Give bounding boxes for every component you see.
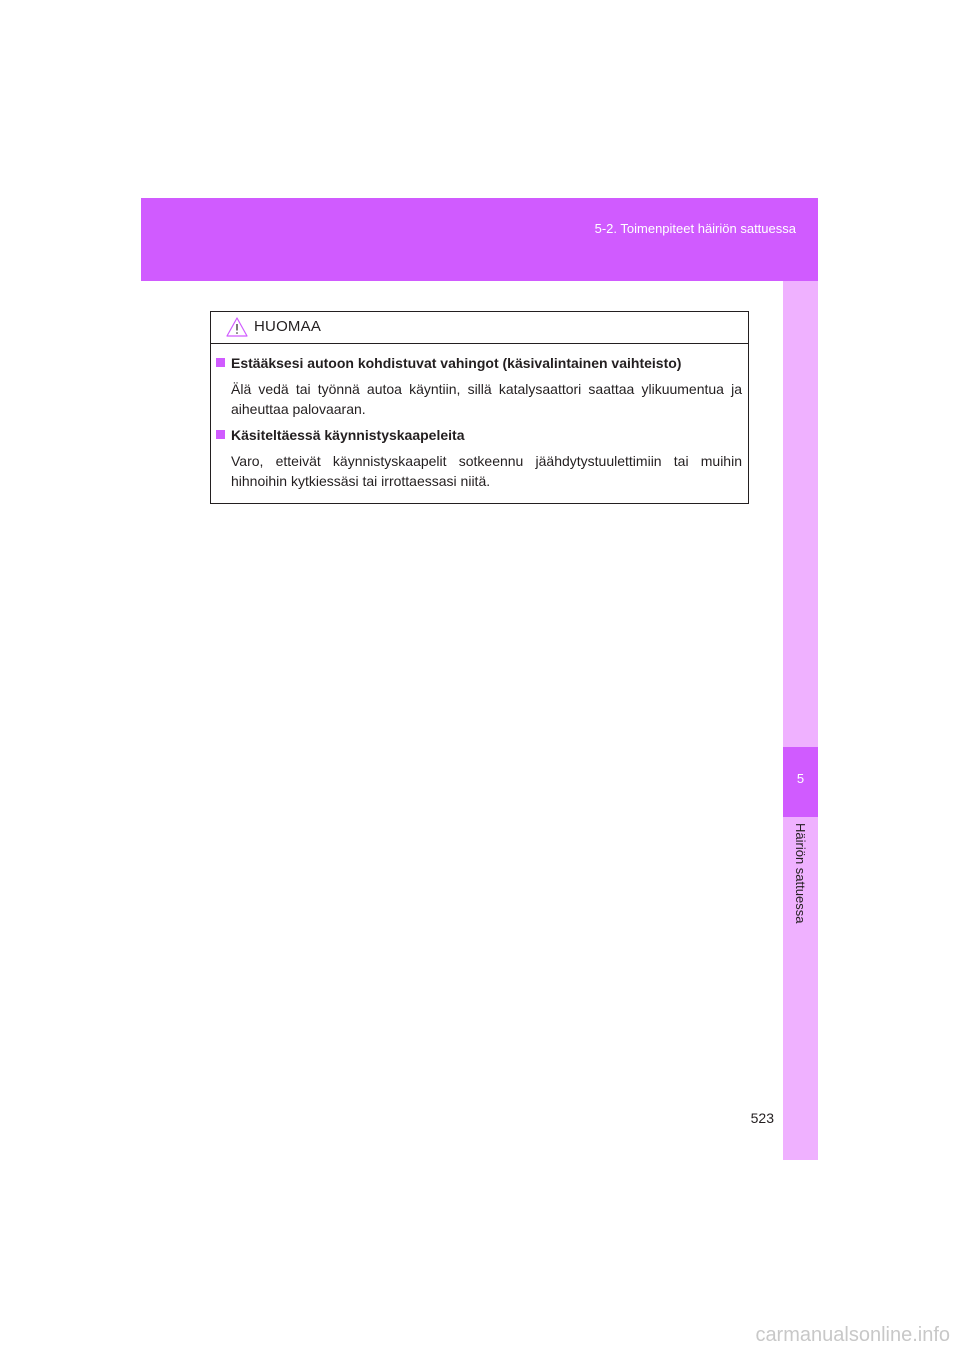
section-header-band (141, 198, 818, 281)
chapter-side-strip (783, 281, 818, 1160)
notice-item (216, 353, 742, 419)
notice-header (211, 312, 748, 344)
notice-item (216, 425, 742, 491)
notice-item-heading (216, 425, 742, 445)
chapter-number: 5 (796, 771, 805, 786)
bullet-square-icon (216, 430, 225, 439)
chapter-tab (783, 747, 818, 817)
chapter-label-container (783, 823, 818, 943)
notice-item-text: Varo, etteivät käynnistyskaapelit sotkeennu jäähdytystuulettimiin tai muihin hihnoihin kytkiessäsi tai irrottaessasi niitä. (231, 453, 742, 489)
notice-body (211, 344, 748, 491)
chapter-label: Häiriön sattuessa (793, 823, 808, 924)
notice-item-heading (216, 353, 742, 373)
watermark: carmanualsonline.info (755, 1324, 950, 1346)
bullet-square-icon (216, 358, 225, 367)
section-title: 5-2. Toimenpiteet häiriön sattuessa (594, 221, 796, 236)
notice-item-heading-text: Estääksesi autoon kohdistuvat vahingot (käsivalintainen vaihteisto) (231, 355, 682, 371)
notice-item-text: Älä vedä tai työnnä autoa käyntiin, sillä katalysaattori saattaa ylikuumentua ja aiheuttaa palovaaran. (231, 381, 742, 417)
notice-box (210, 311, 749, 504)
notice-item-heading-text: Käsiteltäessä käynnistyskaapeleita (231, 427, 465, 443)
notice-title: HUOMAA (254, 318, 322, 335)
page-number: 523 (750, 1110, 774, 1126)
warning-triangle-icon (226, 317, 248, 337)
